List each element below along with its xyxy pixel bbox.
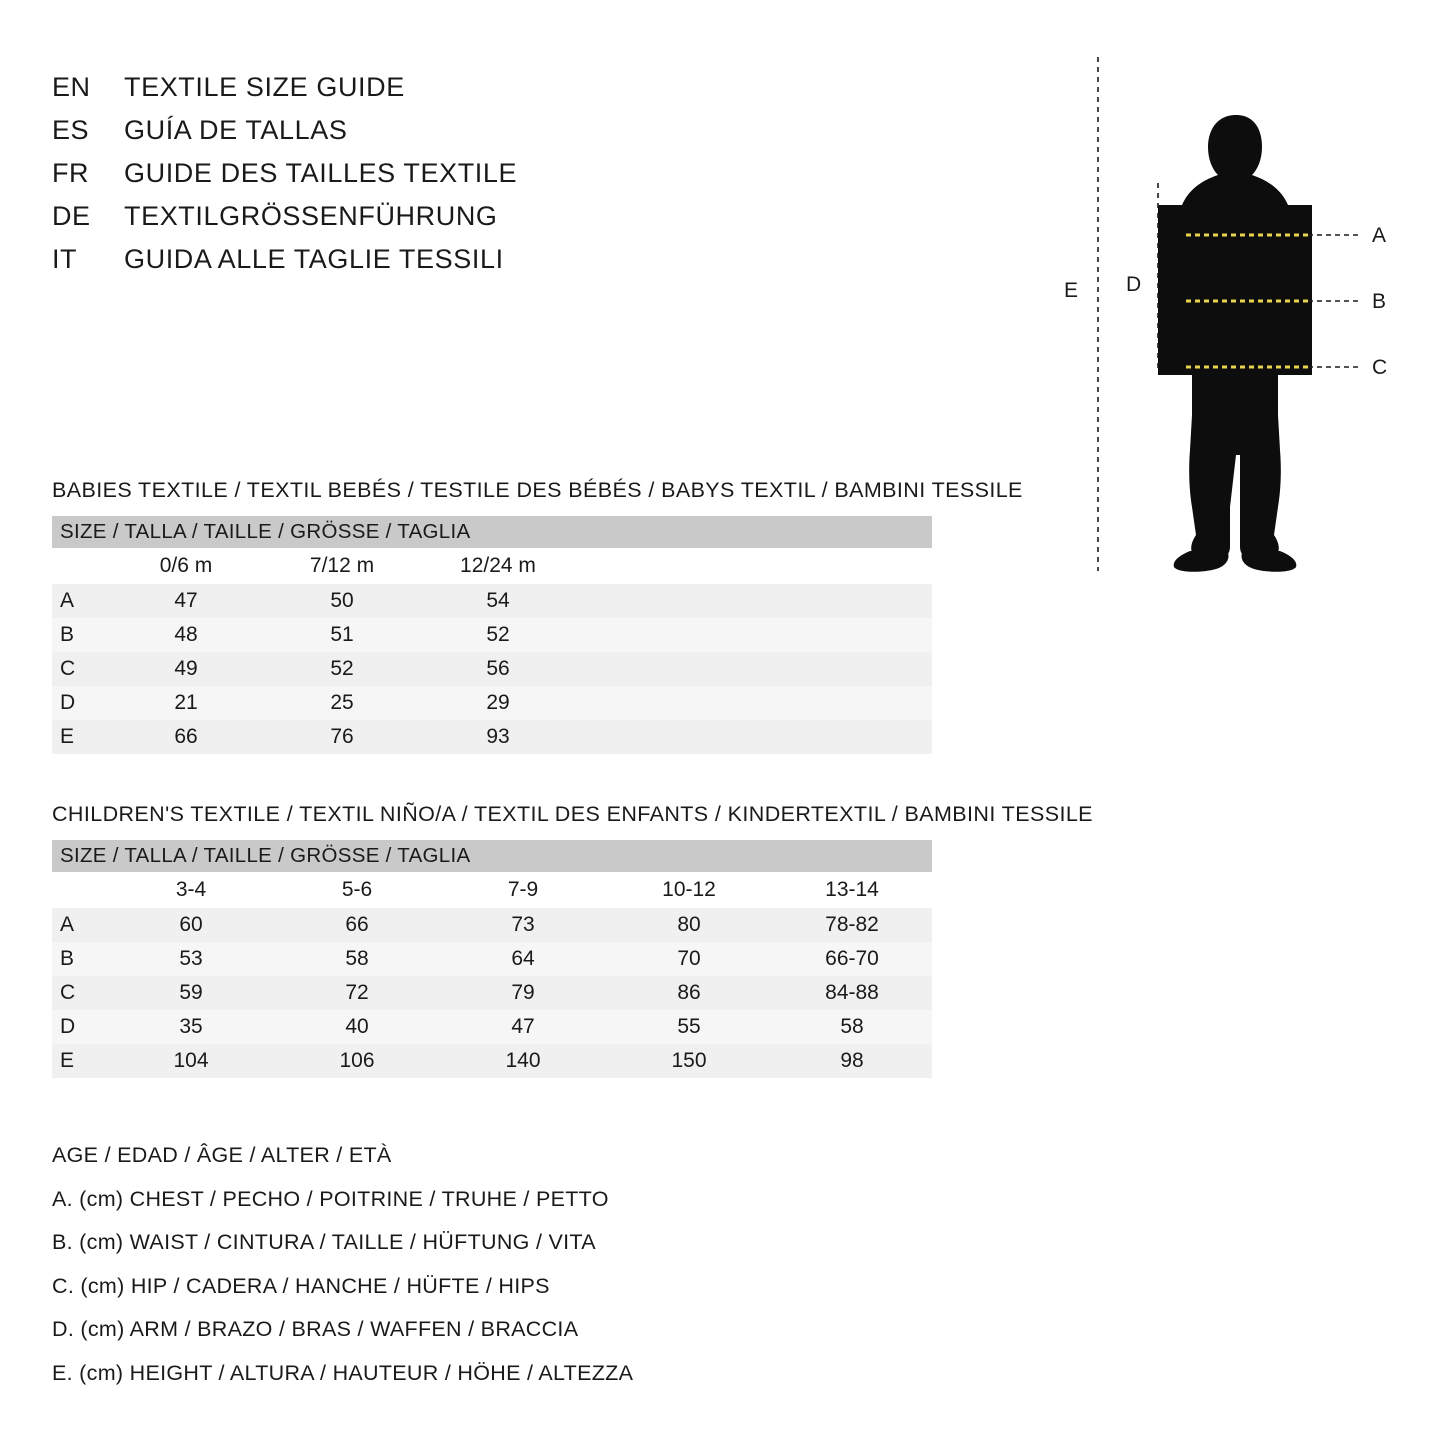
table-row	[52, 652, 932, 686]
language-row-es	[52, 115, 812, 158]
cell: 25	[264, 686, 420, 720]
row-label-c: C	[52, 976, 108, 1010]
children-size-2: 7-9	[440, 872, 606, 908]
spacer-cell	[576, 548, 932, 584]
label-b: B	[1372, 290, 1387, 313]
cell: 59	[108, 976, 274, 1010]
cell: 58	[772, 1010, 932, 1044]
cell: 50	[264, 584, 420, 618]
cell: 66-70	[772, 942, 932, 976]
cell: 48	[108, 618, 264, 652]
cell: 104	[108, 1044, 274, 1078]
cell: 72	[274, 976, 440, 1010]
children-size-table	[52, 840, 932, 1078]
cell: 140	[440, 1044, 606, 1078]
legend-age: AGE / EDAD / ÂGE / ALTER / ETÀ	[52, 1143, 392, 1167]
cell: 54	[420, 584, 576, 618]
language-title: TEXTILE SIZE GUIDE	[124, 72, 405, 102]
cell: 78-82	[772, 908, 932, 942]
label-a: A	[1372, 224, 1387, 247]
babies-size-2: 12/24 m	[420, 548, 576, 584]
cell: 70	[606, 942, 772, 976]
cell: 73	[440, 908, 606, 942]
row-label-d: D	[52, 1010, 108, 1044]
children-size-0: 3-4	[108, 872, 274, 908]
babies-band-row	[52, 516, 932, 548]
language-code: DE	[52, 201, 91, 231]
cell: 51	[264, 618, 420, 652]
cell: 56	[420, 652, 576, 686]
empty-corner	[52, 548, 108, 584]
language-row-en	[52, 72, 812, 115]
cell: 64	[440, 942, 606, 976]
legend-arm: D. (cm) ARM / BRAZO / BRAS / WAFFEN / BRACCIA	[52, 1317, 579, 1341]
table-row	[52, 720, 932, 754]
cell: 55	[606, 1010, 772, 1044]
cell: 80	[606, 908, 772, 942]
legend-chest: A. (cm) CHEST / PECHO / POITRINE / TRUHE / PETTO	[52, 1186, 609, 1211]
spacer-cell	[576, 584, 932, 618]
cell: 35	[108, 1010, 274, 1044]
cell: 150	[606, 1044, 772, 1078]
children-size-4: 13-14	[772, 872, 932, 908]
legend-hip: C. (cm) HIP / CADERA / HANCHE / HÜFTE / HIPS	[52, 1273, 550, 1298]
language-row-it	[52, 244, 812, 287]
cell: 52	[264, 652, 420, 686]
language-code: EN	[52, 72, 91, 102]
spacer-cell	[576, 686, 932, 720]
spacer-cell	[576, 652, 932, 686]
babies-band-label: SIZE / TALLA / TAILLE / GRÖSSE / TAGLIA	[52, 516, 932, 548]
cell: 106	[274, 1044, 440, 1078]
language-title: GUÍA DE TALLAS	[124, 115, 348, 145]
cell: 76	[264, 720, 420, 754]
cell: 66	[274, 908, 440, 942]
cell: 21	[108, 686, 264, 720]
cell: 47	[108, 584, 264, 618]
table-row	[52, 584, 932, 618]
label-e: E	[1064, 279, 1079, 302]
row-label-b: B	[52, 942, 108, 976]
language-code: IT	[52, 244, 77, 274]
cell: 29	[420, 686, 576, 720]
row-label-a: A	[52, 908, 108, 942]
cell: 98	[772, 1044, 932, 1078]
children-sizes-row	[52, 872, 932, 908]
cell: 79	[440, 976, 606, 1010]
language-row-fr	[52, 158, 812, 201]
language-title-block	[52, 72, 812, 287]
cell: 84-88	[772, 976, 932, 1010]
children-size-1: 5-6	[274, 872, 440, 908]
babies-size-1: 7/12 m	[264, 548, 420, 584]
cell: 53	[108, 942, 274, 976]
row-label-e: E	[52, 1044, 108, 1078]
babies-size-table	[52, 516, 932, 754]
table-row	[52, 1044, 932, 1078]
children-band-label: SIZE / TALLA / TAILLE / GRÖSSE / TAGLIA	[52, 840, 932, 872]
cell: 49	[108, 652, 264, 686]
children-size-3: 10-12	[606, 872, 772, 908]
empty-corner	[52, 872, 108, 908]
row-label-c: C	[52, 652, 108, 686]
language-code: FR	[52, 158, 89, 188]
cell: 52	[420, 618, 576, 652]
cell: 93	[420, 720, 576, 754]
table-row	[52, 618, 932, 652]
babies-size-0: 0/6 m	[108, 548, 264, 584]
legend-waist: B. (cm) WAIST / CINTURA / TAILLE / HÜFTUNG / VITA	[52, 1230, 596, 1254]
table-row	[52, 1010, 932, 1044]
language-title: GUIDA ALLE TAGLIE TESSILI	[124, 244, 504, 274]
label-c: C	[1372, 356, 1388, 379]
cell: 40	[274, 1010, 440, 1044]
babies-section-title: BABIES TEXTILE / TEXTIL BEBÉS / TESTILE DES BÉBÉS / BABYS TEXTIL / BAMBINI TESSILE	[52, 478, 1023, 502]
babies-sizes-row	[52, 548, 932, 584]
cell: 86	[606, 976, 772, 1010]
language-code: ES	[52, 115, 90, 145]
row-label-a: A	[52, 584, 108, 618]
cell: 47	[440, 1010, 606, 1044]
table-row	[52, 686, 932, 720]
row-label-e: E	[52, 720, 108, 754]
row-label-d: D	[52, 686, 108, 720]
children-section-title: CHILDREN'S TEXTILE / TEXTIL NIÑO/A / TEXTIL DES ENFANTS / KINDERTEXTIL / BAMBINI TESSILE	[52, 802, 1093, 826]
children-band-row	[52, 840, 932, 872]
babies-section	[52, 478, 1182, 754]
row-label-b: B	[52, 618, 108, 652]
cell: 58	[274, 942, 440, 976]
spacer-cell	[576, 720, 932, 754]
cell: 60	[108, 908, 274, 942]
table-row	[52, 976, 932, 1010]
label-d: D	[1126, 273, 1142, 296]
legend-height: E. (cm) HEIGHT / ALTURA / HAUTEUR / HÖHE / ALTEZZA	[52, 1360, 634, 1385]
table-row	[52, 942, 932, 976]
language-title: GUIDE DES TAILLES TEXTILE	[124, 158, 518, 188]
children-section	[52, 802, 1182, 1078]
spacer-cell	[576, 618, 932, 652]
measurement-legend	[52, 1143, 952, 1404]
table-row	[52, 908, 932, 942]
language-title: TEXTILGRÖSSENFÜHRUNG	[124, 201, 498, 231]
language-row-de	[52, 201, 812, 244]
cell: 66	[108, 720, 264, 754]
